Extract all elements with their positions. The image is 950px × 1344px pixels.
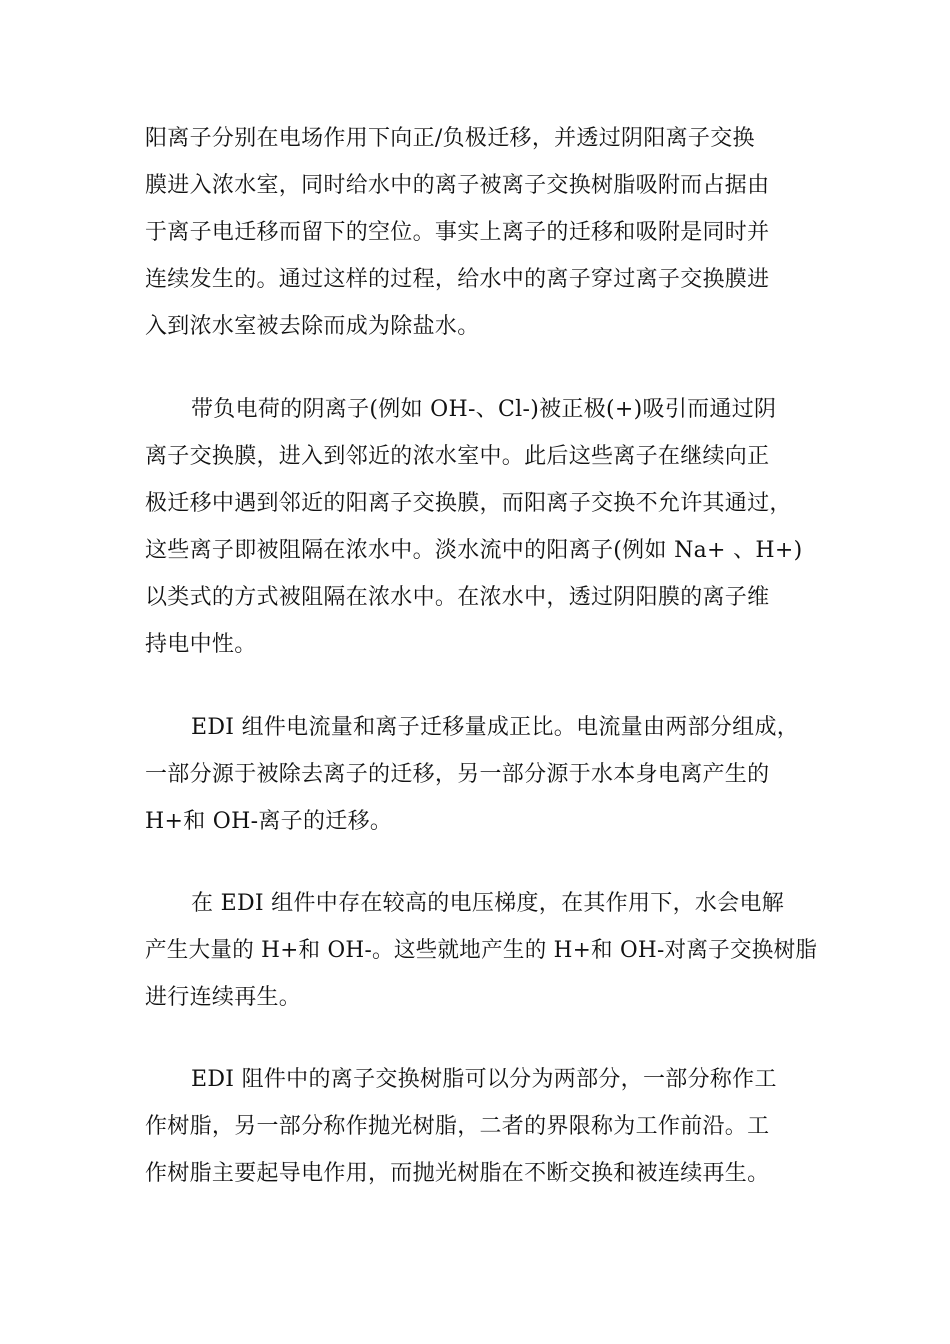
paragraph-line: 作树脂，另一部分称作抛光树脂，二者的界限称为工作前沿。工 <box>145 1114 770 1139</box>
paragraph-line: 离子交换膜，进入到邻近的浓水室中。此后这些离子在继续向正 <box>145 444 770 469</box>
paragraph-line: 作树脂主要起导电作用，而抛光树脂在不断交换和被连续再生。 <box>145 1161 770 1186</box>
paragraph-line: 入到浓水室被去除而成为除盐水。 <box>145 314 480 339</box>
paragraph-line: 在 EDI 组件中存在较高的电压梯度，在其作用下，水会电解 <box>191 891 785 916</box>
paragraph-line: 极迁移中遇到邻近的阳离子交换膜，而阳离子交换不允许其通过， <box>145 491 792 516</box>
paragraph-line: 膜进入浓水室，同时给水中的离子被离子交换树脂吸附而占据由 <box>145 173 770 198</box>
paragraph-line: EDI 阻件中的离子交换树脂可以分为两部分，一部分称作工 <box>191 1067 777 1092</box>
paragraph-line: EDI 组件电流量和离子迁移量成正比。电流量由两部分组成， <box>191 715 800 740</box>
paragraph-line: 连续发生的。通过这样的过程，给水中的离子穿过离子交换膜进 <box>145 267 770 292</box>
paragraph-line: 带负电荷的阴离子(例如 OH-、Cl-)被正极(+)吸引而通过阴 <box>191 397 777 422</box>
paragraph-line: 一部分源于被除去离子的迁移，另一部分源于水本身电离产生的 <box>145 762 770 787</box>
paragraph-line: 进行连续再生。 <box>145 985 302 1010</box>
paragraph-line: 阳离子分别在电场作用下向正/负极迁移，并透过阴阳离子交换 <box>145 126 755 151</box>
paragraph-line: 这些离子即被阻隔在浓水中。淡水流中的阳离子(例如 Na+ 、H+) <box>145 538 803 563</box>
paragraph-line: 以类式的方式被阻隔在浓水中。在浓水中，透过阴阳膜的离子维 <box>145 585 770 610</box>
paragraph-line: 于离子电迁移而留下的空位。事实上离子的迁移和吸附是同时并 <box>145 220 770 245</box>
paragraph-line: 持电中性。 <box>145 632 257 657</box>
paragraph-line: H+和 OH-离子的迁移。 <box>145 809 393 834</box>
paragraph-line: 产生大量的 H+和 OH-。这些就地产生的 H+和 OH-对离子交换树脂 <box>145 938 818 963</box>
